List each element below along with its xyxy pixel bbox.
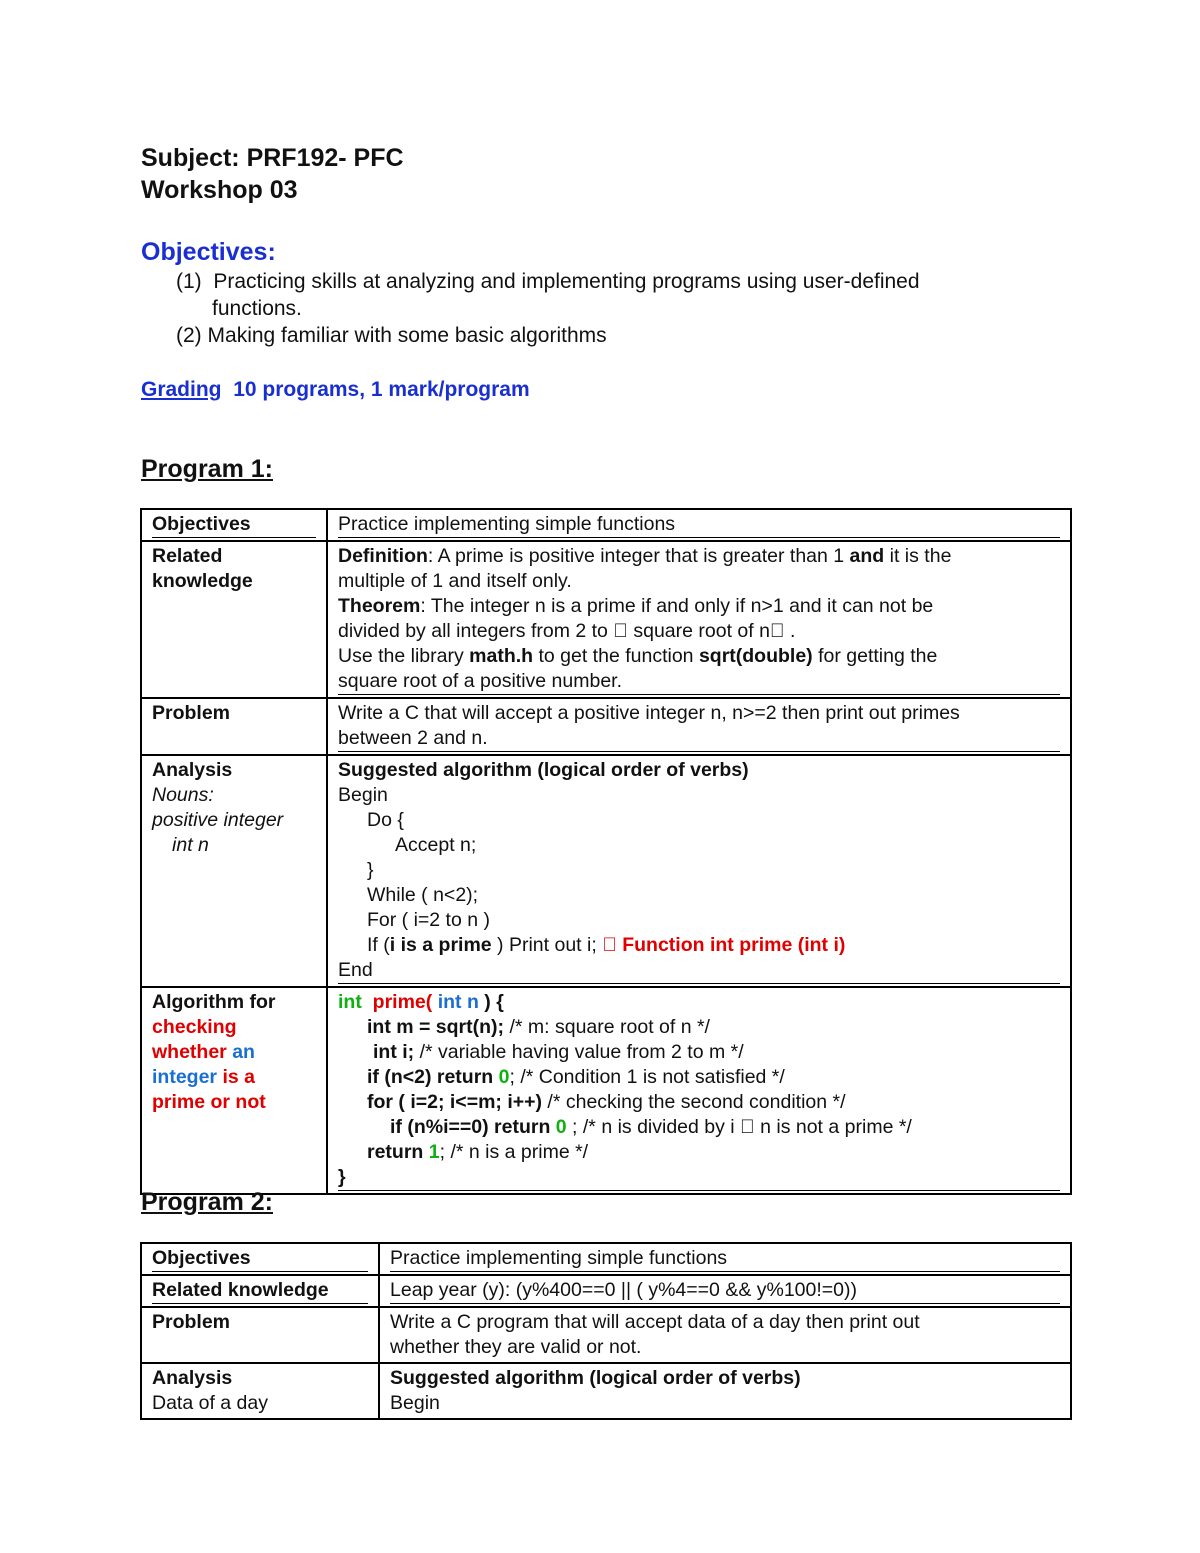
text-span: 0 [555,1116,567,1138]
text-span: sqrt(double) [698,645,813,667]
row-content [379,1243,1071,1275]
text-span: positive integer [152,809,284,831]
row-content [327,755,1071,987]
text-span: : The integer n is a prime if and only if n>1 and it can not be [420,595,934,617]
table-row [141,987,1071,1194]
objectives-heading: Objectives: [141,238,276,266]
row-content [379,1363,1071,1419]
program-1-table [140,508,1072,1195]
text-span: checking [152,1016,237,1038]
row-content [379,1275,1071,1307]
text-span: While ( n<2); [367,884,479,906]
text-span: if (n%i==0) return [390,1116,556,1138]
row-label: Problem [141,698,327,755]
text-span: } [338,1165,1060,1191]
table-row [141,755,1071,987]
row-content [327,509,1071,541]
program-2-table [140,1242,1072,1420]
text-span: for getting the [812,645,938,667]
text-span: return [367,1141,429,1163]
text-span: multiple of 1 and itself only. [338,570,572,592]
text-span: : A prime is positive integer that is greater than 1 [427,545,850,567]
text-span: integer [152,1066,218,1088]
text-span: Use the library [338,645,470,667]
text-span: /* variable having value from 2 to m */ [414,1041,744,1063]
table-row [141,1307,1071,1363]
text-span: Suggested algorithm (logical order of verbs) [390,1367,801,1389]
text-span: Leap year (y): (y%400==0 || ( y%4==0 && y%100!=0)) [390,1278,1060,1304]
text-span: knowledge [152,570,253,592]
text-span: math.h [469,645,534,667]
text-span: and [849,545,885,567]
text-span: prime or not [152,1091,266,1113]
row-content [327,698,1071,755]
text-span: ; /* n is a prime */ [439,1141,589,1163]
text-span: Related [152,545,223,567]
program-2-heading: Program 2: [141,1188,273,1216]
text-span: Begin [338,784,388,806]
row-label [141,541,327,698]
text-span: i is a prime [389,934,492,956]
text-span: whether [152,1041,227,1063]
row-content [327,987,1071,1194]
text-span: Accept n; [395,834,477,856]
text-span: ) { [478,991,504,1013]
text-span: Write a C program that will accept data of a day then print out [390,1311,920,1333]
text-span: int [338,991,362,1013]
workshop-title: Workshop 03 [141,176,298,204]
row-label [141,755,327,987]
text-span: int i; [373,1041,415,1063]
text-span: Do { [367,809,404,831]
grading-label: Grading [141,378,222,401]
objective-text: Practicing skills at analyzing and implementing programs using user-defined [213,270,920,293]
text-span: divided by all integers from 2 to   square root of n  . [338,620,796,642]
text-span: Nouns: [152,784,214,806]
text-span: whether they are valid or not. [390,1336,642,1358]
text-span: it is the [884,545,952,567]
text-span: /* m: square root of n */ [504,1016,710,1038]
text-span: Begin [390,1392,440,1414]
text-span: ) Print out i; [491,934,603,956]
objective-number: (1) [176,270,202,293]
text-span: square root of a positive number. [338,669,1060,695]
row-content [379,1307,1071,1363]
text-span: is a [222,1066,255,1088]
text-span: Definition [338,545,428,567]
text-span:   int n [152,834,209,856]
table-row [141,1275,1071,1307]
text-span: an [232,1041,255,1063]
text-span: int n [437,991,479,1013]
text-span: 1 [428,1141,440,1163]
text-span: Algorithm for [152,991,276,1013]
text-span: if (n<2) return [367,1066,499,1088]
text-span: Theorem [338,595,421,617]
text-span: Suggested algorithm (logical order of verbs) [338,759,749,781]
program-1-heading: Program 1: [141,455,273,483]
text-span: Practice implementing simple functions [390,1246,1060,1272]
text-span: to get the function [533,645,699,667]
text-span: prime( [372,991,433,1013]
row-label [141,1243,379,1275]
text-span: Practice implementing simple functions [338,512,1060,538]
text-span: 0 [498,1066,510,1088]
table-row [141,1363,1071,1419]
row-label [141,509,327,541]
text-span: ; /* Condition 1 is not satisfied */ [509,1066,785,1088]
subject-title: Subject: PRF192- PFC [141,144,404,172]
objective-text: Making familiar with some basic algorithms [207,324,607,347]
text-span: between 2 and n. [338,726,1060,752]
table-row [141,541,1071,698]
text-span: Data of a day [152,1392,268,1414]
text-span: int m = sqrt(n); [367,1016,505,1038]
text-span: Write a C that will accept a positive integer n, n>=2 then print out primes [338,702,960,724]
table-row [141,1243,1071,1275]
text-span: Related knowledge [152,1278,368,1304]
text-span: If ( [367,934,390,956]
objective-item-2 [176,324,607,348]
grading-text: 10 programs, 1 mark/program [233,378,530,401]
text-span: Objectives [152,512,316,538]
text-span: for ( i=2; i<=m; i++) [367,1091,543,1113]
row-label [141,987,327,1194]
text-span: ; /* n is divided by i   n is not a prime */ [566,1116,912,1138]
objective-item-1 [176,270,920,294]
text-span: } [367,859,374,881]
objective-number: (2) [176,324,202,347]
row-label [141,1275,379,1307]
objective-item-1-cont: functions. [212,297,302,320]
row-label: Problem [141,1307,379,1363]
text-span: For ( i=2 to n ) [367,909,490,931]
text-span: /* checking the second condition */ [542,1091,846,1113]
text-span: End [338,958,1060,984]
table-row [141,509,1071,541]
row-label [141,1363,379,1419]
text-span:   Function int prime (int i) [602,934,846,956]
grading-line [141,378,530,402]
text-span: Analysis [152,1367,233,1389]
row-content [327,541,1071,698]
text-span: Objectives [152,1246,368,1272]
text-span: Analysis [152,759,233,781]
table-row [141,698,1071,755]
